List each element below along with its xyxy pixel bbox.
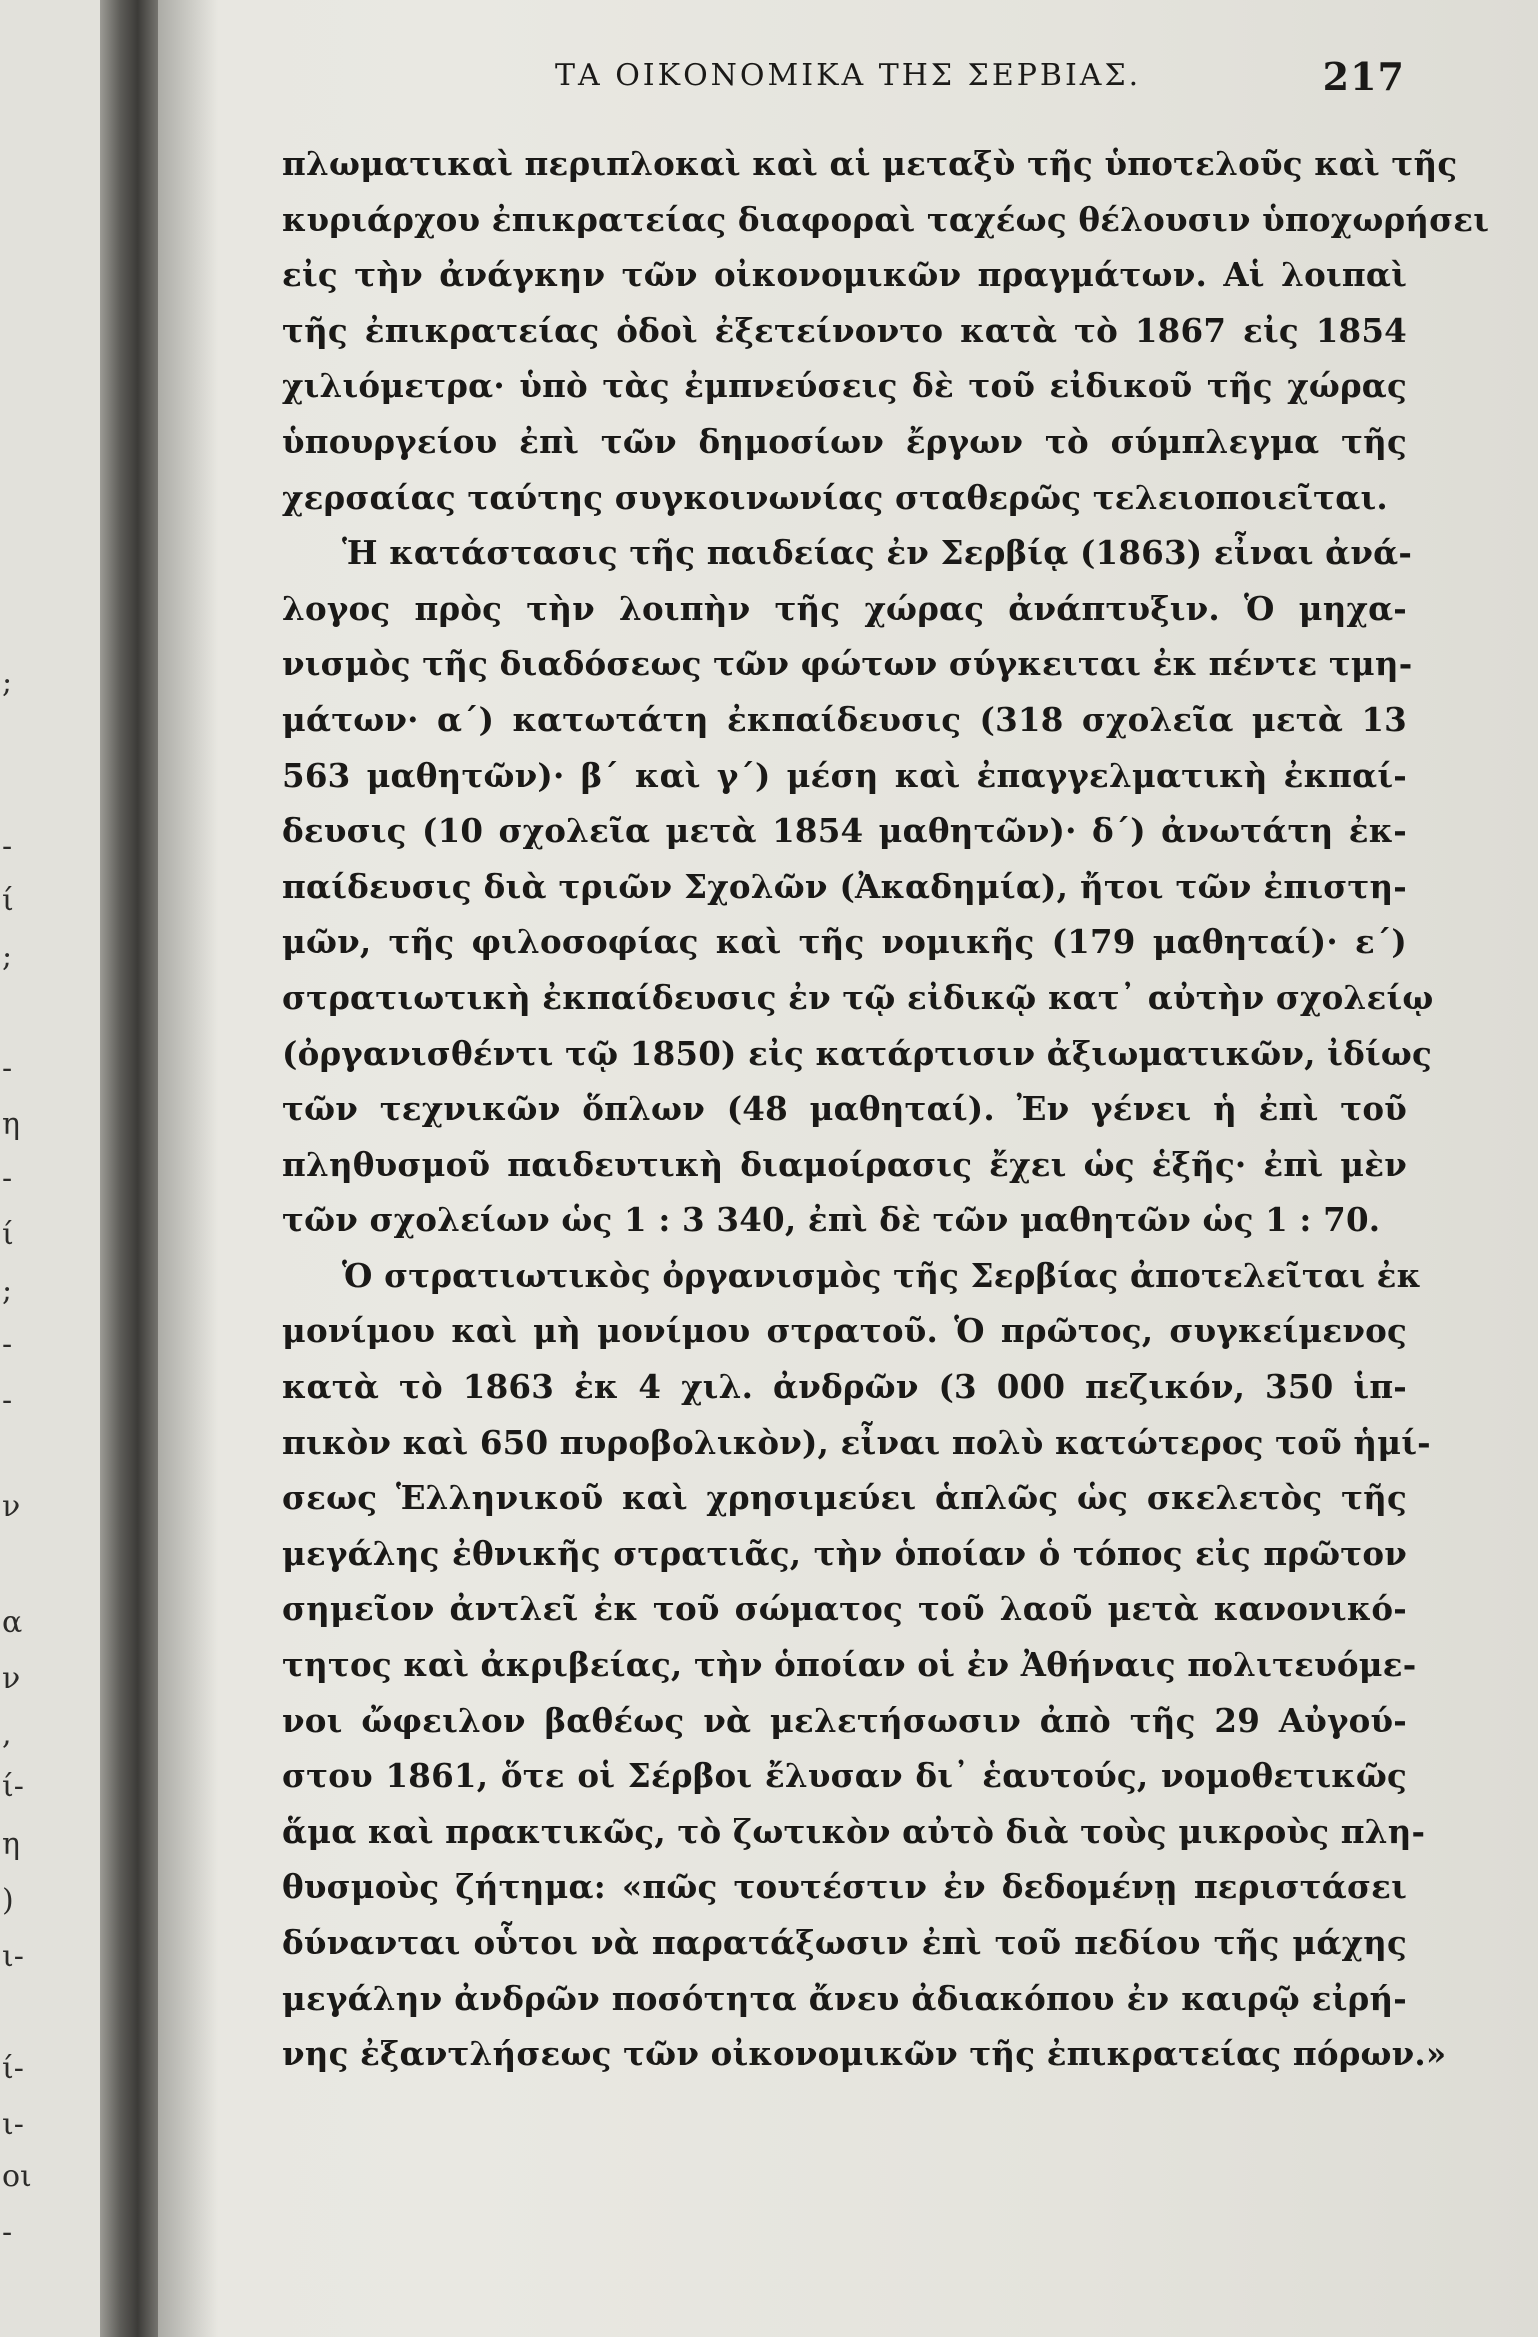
text-line: θυσμοὺς ζήτημα: «πῶς τουτέστιν ἐν δεδομένῃ περιστάσει	[282, 1867, 1407, 1907]
book-spine-gutter	[100, 0, 158, 2337]
margin-stub: -	[2, 1051, 13, 1086]
margin-stub: ;	[2, 665, 13, 700]
text-line: 563 μαθητῶν)· β΄ καὶ γ΄) μέση καὶ ἐπαγγελματικὴ ἐκπαί-	[282, 755, 1407, 795]
text-line: παίδευσις διὰ τριῶν Σχολῶν (Ἀκαδημία), ἤτοι τῶν ἐπιστη-	[282, 866, 1407, 906]
text-line: Ὁ στρατιωτικὸς ὀργανισμὸς τῆς Σερβίας ἀποτελεῖται ἐκ	[342, 1255, 1422, 1295]
body-text	[282, 136, 1490, 2082]
margin-stub: ν	[2, 1661, 21, 1696]
margin-stub: ί	[2, 1217, 14, 1252]
text-line: μάτων· α΄) κατωτάτη ἐκπαίδευσις (318 σχολεῖα μετὰ 13	[282, 699, 1407, 739]
margin-stub: ;	[2, 1273, 13, 1308]
margin-stub: η	[2, 1827, 20, 1862]
text-line: δευσις (10 σχολεῖα μετὰ 1854 μαθητῶν)· δ΄) ἀνωτάτη ἐκ-	[282, 811, 1407, 851]
text-line: εἰς τὴν ἀνάγκην τῶν οἰκονομικῶν πραγμάτων. Αἱ λοιπαὶ	[282, 255, 1407, 295]
text-line: τῶν σχολείων ὡς 1 : 3 340, ἐπὶ δὲ τῶν μαθητῶν ὡς 1 : 70.	[282, 1200, 1381, 1240]
text-line: στου 1861, ὅτε οἱ Σέρβοι ἔλυσαν δι᾽ ἑαυτούς, νομοθετικῶς	[282, 1756, 1407, 1796]
gutter-shadow	[158, 0, 218, 2337]
page-number: 217	[1322, 54, 1405, 99]
text-line: Ἡ κατάστασις τῆς παιδείας ἐν Σερβίᾳ (1863) εἶναι ἀνά-	[342, 533, 1413, 573]
text-line: σημεῖον ἀντλεῖ ἐκ τοῦ σώματος τοῦ λαοῦ μετὰ κανονικό-	[282, 1589, 1407, 1629]
text-line: πικὸν καὶ 650 πυροβολικὸν), εἶναι πολὺ κατώτερος τοῦ ἡμί-	[282, 1422, 1431, 1462]
text-line: κατὰ τὸ 1863 ἐκ 4 χιλ. ἀνδρῶν (3 000 πεζικόν, 350 ἱπ-	[282, 1367, 1407, 1407]
margin-stub: ί	[2, 883, 14, 918]
text-line: λογος πρὸς τὴν λοιπὴν τῆς χώρας ἀνάπτυξιν. Ὁ μηχα-	[282, 588, 1407, 628]
text-line: (ὀργανισθέντι τῷ 1850) εἰς κατάρτισιν ἀξιωματικῶν, ἰδίως	[282, 1033, 1433, 1073]
margin-stub: -	[2, 829, 13, 864]
text-line: χιλιόμετρα· ὑπὸ τὰς ἐμπνεύσεις δὲ τοῦ εἰδικοῦ τῆς χώρας	[282, 366, 1407, 406]
margin-stub: ί-	[2, 2051, 24, 2086]
margin-stub: -	[2, 1383, 13, 1418]
margin-stub: ι-	[2, 1939, 24, 1974]
margin-stub: ί-	[2, 1769, 24, 1804]
margin-stub: α	[2, 1605, 23, 1640]
text-line: κυριάρχου ἐπικρατείας διαφοραὶ ταχέως θέλουσιν ὑποχωρήσει	[282, 199, 1490, 239]
text-line: στρατιωτικὴ ἐκπαίδευσις ἐν τῷ εἰδικῷ κατ᾽ αὐτὴν σχολείῳ	[282, 977, 1434, 1017]
text-line: σεως Ἑλληνικοῦ καὶ χρησιμεύει ἁπλῶς ὡς σκελετὸς τῆς	[282, 1478, 1407, 1518]
margin-stub: οι	[2, 2159, 32, 2194]
text-line: μῶν, τῆς φιλοσοφίας καὶ τῆς νομικῆς (179 μαθηταί)· ε΄)	[282, 922, 1407, 962]
text-line: νισμὸς τῆς διαδόσεως τῶν φώτων σύγκειται ἐκ πέντε τμη-	[282, 644, 1413, 684]
text-line: τητος καὶ ἀκριβείας, τὴν ὁποίαν οἱ ἐν Ἀθήναις πολιτευόμε-	[282, 1645, 1417, 1685]
text-line: ἅμα καὶ πρακτικῶς, τὸ ζωτικὸν αὐτὸ διὰ τοὺς μικροὺς πλη-	[282, 1811, 1426, 1851]
text-line: πλωματικαὶ περιπλοκαὶ καὶ αἱ μεταξὺ τῆς ὑποτελοῦς καὶ τῆς	[282, 144, 1458, 183]
margin-stub: ,	[2, 1717, 12, 1752]
text-line: μονίμου καὶ μὴ μονίμου στρατοῦ. Ὁ πρῶτος, συγκείμενος	[282, 1311, 1407, 1351]
text-line: πληθυσμοῦ παιδευτικὴ διαμοίρασις ἔχει ὡς ἑξῆς· ἐπὶ μὲν	[282, 1144, 1407, 1184]
running-header	[555, 54, 1405, 108]
previous-page-edge	[0, 0, 100, 2337]
running-title: ΤΑ ΟΙΚΟΝΟΜΙΚΑ ΤΗΣ ΣΕΡΒΙΑΣ.	[555, 58, 1142, 93]
margin-stub: ι-	[2, 2107, 24, 2142]
margin-stub: η	[2, 1107, 20, 1142]
text-line: μεγάλην ἀνδρῶν ποσότητα ἄνευ ἀδιακόπου ἐν καιρῷ εἰρή-	[282, 1978, 1407, 2018]
margin-stub: -	[2, 2215, 13, 2250]
text-line: ὑπουργείου ἐπὶ τῶν δημοσίων ἔργων τὸ σύμπλεγμα τῆς	[282, 421, 1407, 461]
margin-stub: -	[2, 1327, 13, 1362]
text-line: τῆς ἐπικρατείας ὁδοὶ ἐξετείνοντο κατὰ τὸ 1867 εἰς 1854	[282, 310, 1407, 350]
text-line: τῶν τεχνικῶν ὅπλων (48 μαθηταί). Ἐν γένει ἡ ἐπὶ τοῦ	[282, 1089, 1407, 1129]
text-line: δύνανται οὗτοι νὰ παρατάξωσιν ἐπὶ τοῦ πεδίου τῆς μάχης	[282, 1923, 1407, 1962]
margin-stub: ;	[2, 939, 13, 974]
text-line: νης ἐξαντλήσεως τῶν οἰκονομικῶν τῆς ἐπικρατείας πόρων.»	[282, 2034, 1447, 2074]
text-line: χερσαίας ταύτης συγκοινωνίας σταθερῶς τελειοποιεῖται.	[282, 477, 1388, 517]
margin-stub: )	[2, 1883, 14, 1918]
text-line: νοι ὤφειλον βαθέως νὰ μελετήσωσιν ἀπὸ τῆς 29 Αὐγού-	[282, 1700, 1407, 1740]
margin-stub: -	[2, 1161, 13, 1196]
text-line: μεγάλης ἐθνικῆς στρατιᾶς, τὴν ὁποίαν ὁ τόπος εἰς πρῶτον	[282, 1533, 1407, 1573]
margin-stub: ν	[2, 1489, 21, 1524]
